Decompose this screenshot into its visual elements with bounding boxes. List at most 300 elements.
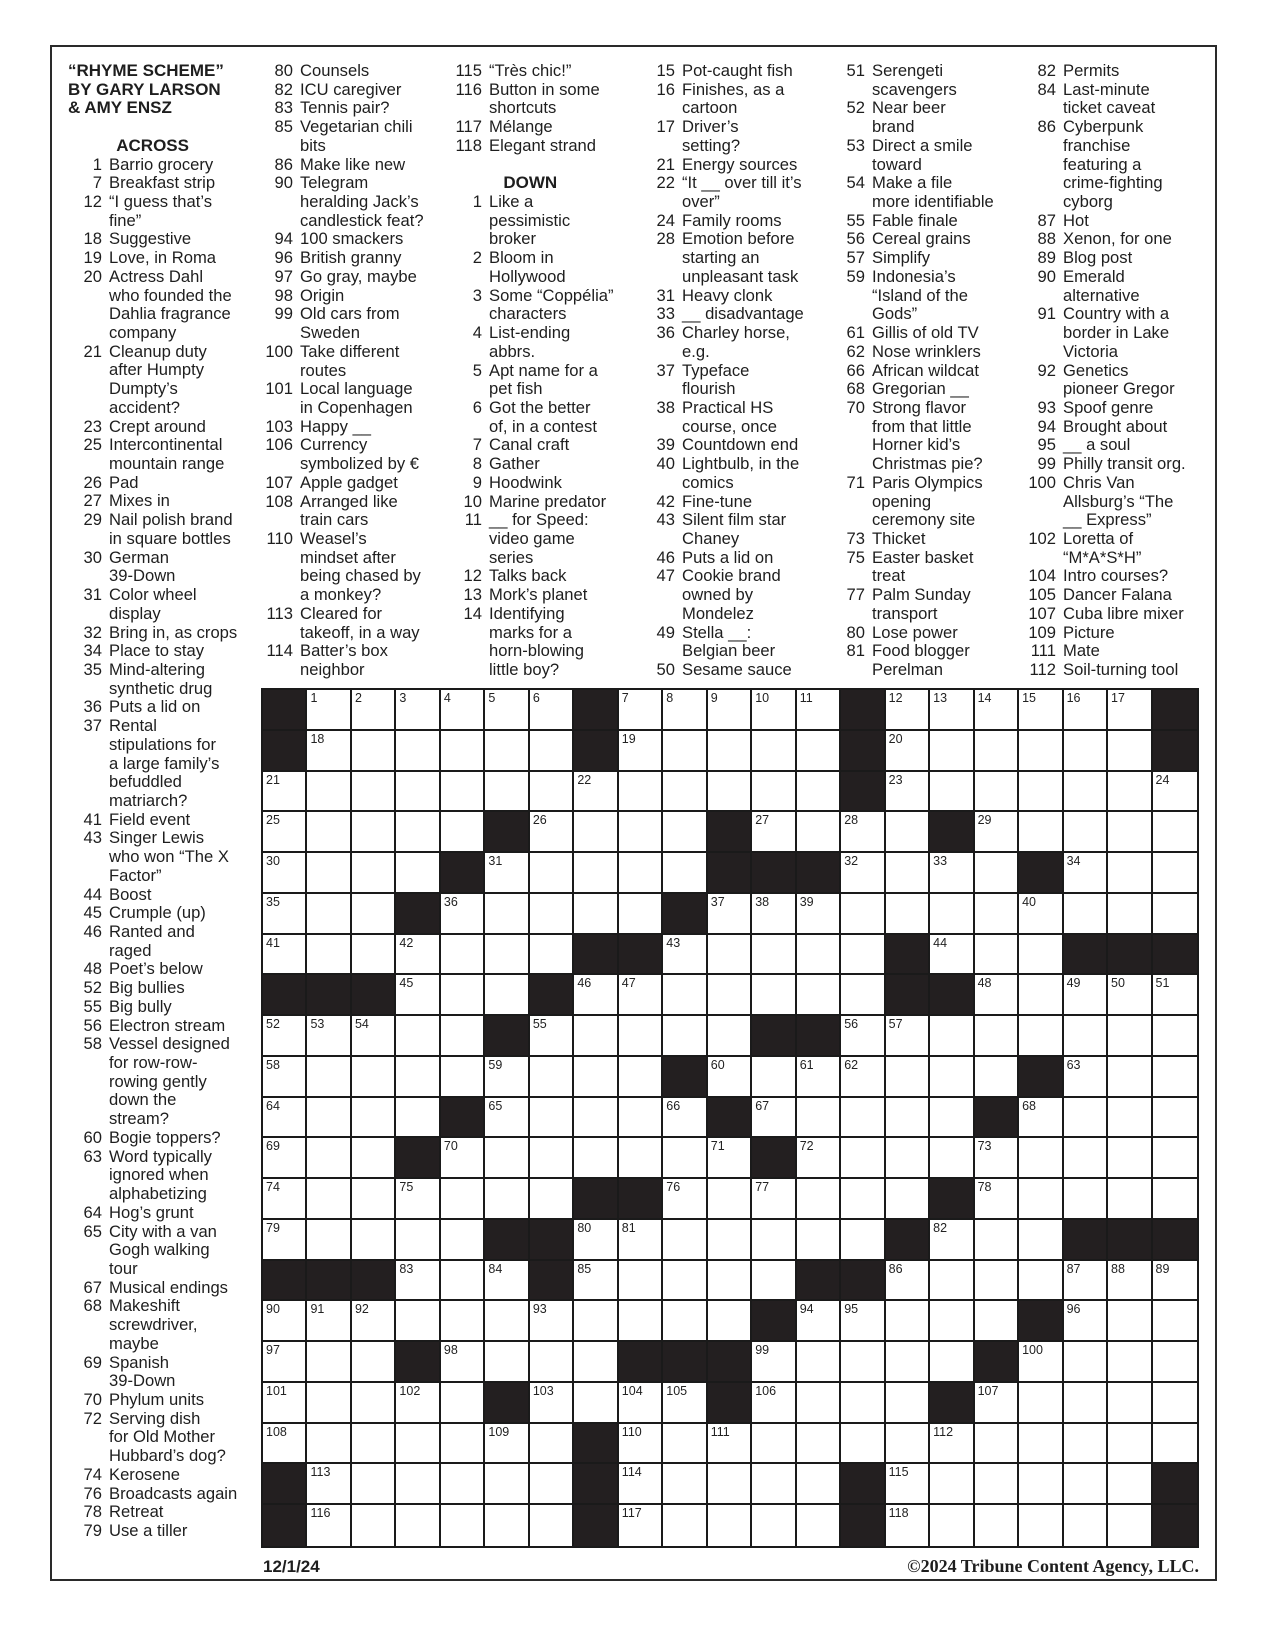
grid-cell[interactable] (841, 1383, 885, 1424)
grid-cell[interactable] (752, 1179, 796, 1220)
grid-cell[interactable] (352, 812, 396, 853)
grid-cell[interactable] (396, 731, 440, 772)
grid-cell[interactable] (797, 1383, 841, 1424)
grid-cell[interactable] (1064, 1098, 1108, 1139)
grid-cell[interactable] (441, 1342, 485, 1383)
grid-cell[interactable] (441, 1464, 485, 1505)
grid-cell[interactable] (530, 1301, 574, 1342)
grid-cell[interactable] (485, 690, 529, 731)
grid-cell[interactable] (797, 731, 841, 772)
grid-cell[interactable] (574, 1342, 618, 1383)
grid-cell[interactable] (930, 1220, 974, 1261)
grid-cell[interactable] (619, 1220, 663, 1261)
grid-cell[interactable] (485, 1057, 529, 1098)
grid-cell[interactable] (975, 1424, 1019, 1465)
grid-cell[interactable] (263, 1057, 307, 1098)
grid-cell[interactable] (1153, 1424, 1197, 1465)
grid-cell[interactable] (797, 1505, 841, 1546)
grid-cell[interactable] (530, 1179, 574, 1220)
grid-cell[interactable] (263, 1424, 307, 1465)
grid-cell[interactable] (619, 690, 663, 731)
grid-cell[interactable] (485, 1098, 529, 1139)
grid-cell[interactable] (1108, 1464, 1152, 1505)
grid-cell[interactable] (396, 772, 440, 813)
grid-cell[interactable] (396, 935, 440, 976)
grid-cell[interactable] (752, 731, 796, 772)
grid-cell[interactable] (441, 1505, 485, 1546)
grid-cell[interactable] (841, 1301, 885, 1342)
grid-cell[interactable] (1108, 1424, 1152, 1465)
grid-cell[interactable] (886, 1424, 930, 1465)
grid-cell[interactable] (441, 1016, 485, 1057)
grid-cell[interactable] (530, 772, 574, 813)
grid-cell[interactable] (930, 772, 974, 813)
grid-cell[interactable] (930, 690, 974, 731)
grid-cell[interactable] (1019, 772, 1063, 813)
grid-cell[interactable] (441, 1138, 485, 1179)
grid-cell[interactable] (886, 1505, 930, 1546)
grid-cell[interactable] (886, 1098, 930, 1139)
grid-cell[interactable] (797, 975, 841, 1016)
grid-cell[interactable] (396, 690, 440, 731)
grid-cell[interactable] (886, 731, 930, 772)
grid-cell[interactable] (797, 1057, 841, 1098)
grid-cell[interactable] (663, 731, 707, 772)
grid-cell[interactable] (307, 1057, 351, 1098)
grid-cell[interactable] (841, 894, 885, 935)
grid-cell[interactable] (1019, 1424, 1063, 1465)
grid-cell[interactable] (530, 1464, 574, 1505)
grid-cell[interactable] (1019, 1261, 1063, 1302)
grid-cell[interactable] (530, 812, 574, 853)
grid-cell[interactable] (975, 1220, 1019, 1261)
grid-cell[interactable] (396, 1383, 440, 1424)
grid-cell[interactable] (619, 1016, 663, 1057)
grid-cell[interactable] (396, 975, 440, 1016)
grid-cell[interactable] (1019, 894, 1063, 935)
grid-cell[interactable] (797, 690, 841, 731)
grid-cell[interactable] (752, 1505, 796, 1546)
grid-cell[interactable] (886, 1138, 930, 1179)
grid-cell[interactable] (708, 975, 752, 1016)
grid-cell[interactable] (352, 1220, 396, 1261)
grid-cell[interactable] (975, 1179, 1019, 1220)
grid-cell[interactable] (352, 1179, 396, 1220)
grid-cell[interactable] (930, 731, 974, 772)
grid-cell[interactable] (841, 812, 885, 853)
grid-cell[interactable] (1019, 1179, 1063, 1220)
grid-cell[interactable] (975, 772, 1019, 813)
grid-cell[interactable] (530, 894, 574, 935)
grid-cell[interactable] (574, 1301, 618, 1342)
grid-cell[interactable] (485, 853, 529, 894)
grid-cell[interactable] (441, 812, 485, 853)
grid-cell[interactable] (619, 772, 663, 813)
grid-cell[interactable] (975, 690, 1019, 731)
grid-cell[interactable] (352, 690, 396, 731)
grid-cell[interactable] (574, 853, 618, 894)
grid-cell[interactable] (307, 1016, 351, 1057)
grid-cell[interactable] (1019, 1220, 1063, 1261)
grid-cell[interactable] (663, 1220, 707, 1261)
grid-cell[interactable] (1108, 690, 1152, 731)
grid-cell[interactable] (574, 894, 618, 935)
grid-cell[interactable] (797, 1220, 841, 1261)
grid-cell[interactable] (307, 1301, 351, 1342)
grid-cell[interactable] (1108, 975, 1152, 1016)
grid-cell[interactable] (574, 975, 618, 1016)
grid-cell[interactable] (841, 935, 885, 976)
grid-cell[interactable] (619, 975, 663, 1016)
grid-cell[interactable] (1064, 1505, 1108, 1546)
grid-cell[interactable] (1019, 1383, 1063, 1424)
grid-cell[interactable] (619, 1057, 663, 1098)
grid-cell[interactable] (930, 1424, 974, 1465)
grid-cell[interactable] (574, 1220, 618, 1261)
grid-cell[interactable] (930, 894, 974, 935)
grid-cell[interactable] (708, 1220, 752, 1261)
grid-cell[interactable] (797, 812, 841, 853)
grid-cell[interactable] (530, 1016, 574, 1057)
grid-cell[interactable] (975, 812, 1019, 853)
grid-cell[interactable] (396, 1424, 440, 1465)
grid-cell[interactable] (663, 1424, 707, 1465)
grid-cell[interactable] (975, 853, 1019, 894)
grid-cell[interactable] (441, 1383, 485, 1424)
grid-cell[interactable] (752, 772, 796, 813)
grid-cell[interactable] (1019, 1016, 1063, 1057)
grid-cell[interactable] (307, 731, 351, 772)
grid-cell[interactable] (352, 1464, 396, 1505)
grid-cell[interactable] (663, 690, 707, 731)
grid-cell[interactable] (886, 1301, 930, 1342)
grid-cell[interactable] (886, 894, 930, 935)
grid-cell[interactable] (441, 1179, 485, 1220)
grid-cell[interactable] (1019, 1138, 1063, 1179)
grid-cell[interactable] (1153, 1138, 1197, 1179)
grid-cell[interactable] (1108, 1016, 1152, 1057)
grid-cell[interactable] (352, 894, 396, 935)
grid-cell[interactable] (886, 1016, 930, 1057)
grid-cell[interactable] (530, 1383, 574, 1424)
grid-cell[interactable] (975, 1261, 1019, 1302)
grid-cell[interactable] (263, 1301, 307, 1342)
grid-cell[interactable] (1153, 1383, 1197, 1424)
grid-cell[interactable] (441, 731, 485, 772)
grid-cell[interactable] (1064, 1342, 1108, 1383)
grid-cell[interactable] (1064, 975, 1108, 1016)
grid-cell[interactable] (574, 1138, 618, 1179)
grid-cell[interactable] (975, 1301, 1019, 1342)
grid-cell[interactable] (1108, 1301, 1152, 1342)
grid-cell[interactable] (530, 1424, 574, 1465)
grid-cell[interactable] (663, 1261, 707, 1302)
grid-cell[interactable] (485, 1138, 529, 1179)
grid-cell[interactable] (797, 772, 841, 813)
grid-cell[interactable] (663, 772, 707, 813)
grid-cell[interactable] (530, 853, 574, 894)
grid-cell[interactable] (1108, 1179, 1152, 1220)
grid-cell[interactable] (708, 1261, 752, 1302)
grid-cell[interactable] (307, 1098, 351, 1139)
grid-cell[interactable] (352, 1301, 396, 1342)
grid-cell[interactable] (307, 1138, 351, 1179)
grid-cell[interactable] (797, 1342, 841, 1383)
grid-cell[interactable] (1019, 690, 1063, 731)
grid-cell[interactable] (307, 935, 351, 976)
grid-cell[interactable] (663, 1505, 707, 1546)
grid-cell[interactable] (619, 1383, 663, 1424)
grid-cell[interactable] (663, 1383, 707, 1424)
grid-cell[interactable] (263, 1342, 307, 1383)
grid-cell[interactable] (752, 1424, 796, 1465)
grid-cell[interactable] (574, 1261, 618, 1302)
grid-cell[interactable] (1153, 975, 1197, 1016)
grid-cell[interactable] (396, 1057, 440, 1098)
grid-cell[interactable] (1019, 1098, 1063, 1139)
grid-cell[interactable] (1064, 812, 1108, 853)
grid-cell[interactable] (441, 1261, 485, 1302)
grid-cell[interactable] (1108, 1383, 1152, 1424)
grid-cell[interactable] (1064, 1383, 1108, 1424)
grid-cell[interactable] (663, 1098, 707, 1139)
grid-cell[interactable] (797, 894, 841, 935)
grid-cell[interactable] (886, 1464, 930, 1505)
grid-cell[interactable] (1108, 772, 1152, 813)
grid-cell[interactable] (619, 1464, 663, 1505)
grid-cell[interactable] (663, 1179, 707, 1220)
grid-cell[interactable] (1019, 1505, 1063, 1546)
grid-cell[interactable] (1108, 812, 1152, 853)
grid-cell[interactable] (752, 1342, 796, 1383)
grid-cell[interactable] (352, 1342, 396, 1383)
grid-cell[interactable] (797, 1464, 841, 1505)
grid-cell[interactable] (841, 1179, 885, 1220)
grid-cell[interactable] (930, 1138, 974, 1179)
grid-cell[interactable] (752, 812, 796, 853)
grid-cell[interactable] (708, 1179, 752, 1220)
grid-cell[interactable] (708, 731, 752, 772)
grid-cell[interactable] (530, 935, 574, 976)
grid-cell[interactable] (708, 1138, 752, 1179)
grid-cell[interactable] (1064, 1138, 1108, 1179)
grid-cell[interactable] (1064, 1464, 1108, 1505)
grid-cell[interactable] (352, 1138, 396, 1179)
grid-cell[interactable] (396, 812, 440, 853)
grid-cell[interactable] (1064, 1424, 1108, 1465)
grid-cell[interactable] (708, 935, 752, 976)
grid-cell[interactable] (619, 894, 663, 935)
grid-cell[interactable] (263, 894, 307, 935)
grid-cell[interactable] (975, 975, 1019, 1016)
grid-cell[interactable] (263, 1138, 307, 1179)
grid-cell[interactable] (1064, 1057, 1108, 1098)
grid-cell[interactable] (307, 853, 351, 894)
grid-cell[interactable] (975, 894, 1019, 935)
grid-cell[interactable] (263, 812, 307, 853)
grid-cell[interactable] (708, 1505, 752, 1546)
grid-cell[interactable] (307, 1505, 351, 1546)
grid-cell[interactable] (886, 1057, 930, 1098)
grid-cell[interactable] (752, 1098, 796, 1139)
grid-cell[interactable] (1153, 853, 1197, 894)
grid-cell[interactable] (1019, 1464, 1063, 1505)
grid-cell[interactable] (708, 772, 752, 813)
grid-cell[interactable] (307, 772, 351, 813)
grid-cell[interactable] (352, 1383, 396, 1424)
grid-cell[interactable] (1064, 1179, 1108, 1220)
grid-cell[interactable] (708, 1464, 752, 1505)
grid-cell[interactable] (619, 1098, 663, 1139)
grid-cell[interactable] (1064, 1301, 1108, 1342)
grid-cell[interactable] (263, 1179, 307, 1220)
grid-cell[interactable] (619, 1505, 663, 1546)
grid-cell[interactable] (752, 935, 796, 976)
grid-cell[interactable] (396, 853, 440, 894)
grid-cell[interactable] (619, 1138, 663, 1179)
grid-cell[interactable] (1108, 894, 1152, 935)
grid-cell[interactable] (1064, 690, 1108, 731)
grid-cell[interactable] (708, 1057, 752, 1098)
grid-cell[interactable] (485, 935, 529, 976)
grid-cell[interactable] (752, 1220, 796, 1261)
grid-cell[interactable] (307, 1220, 351, 1261)
grid-cell[interactable] (886, 1261, 930, 1302)
grid-cell[interactable] (841, 1342, 885, 1383)
grid-cell[interactable] (1064, 1261, 1108, 1302)
grid-cell[interactable] (441, 975, 485, 1016)
grid-cell[interactable] (663, 1464, 707, 1505)
grid-cell[interactable] (752, 894, 796, 935)
grid-cell[interactable] (708, 690, 752, 731)
grid-cell[interactable] (841, 975, 885, 1016)
grid-cell[interactable] (841, 1220, 885, 1261)
grid-cell[interactable] (975, 1464, 1019, 1505)
grid-cell[interactable] (797, 1138, 841, 1179)
grid-cell[interactable] (307, 1424, 351, 1465)
grid-cell[interactable] (530, 1342, 574, 1383)
grid-cell[interactable] (574, 1057, 618, 1098)
grid-cell[interactable] (307, 1383, 351, 1424)
grid-cell[interactable] (1153, 1016, 1197, 1057)
grid-cell[interactable] (975, 731, 1019, 772)
grid-cell[interactable] (530, 1505, 574, 1546)
grid-cell[interactable] (352, 1424, 396, 1465)
grid-cell[interactable] (752, 1464, 796, 1505)
grid-cell[interactable] (975, 1505, 1019, 1546)
grid-cell[interactable] (619, 731, 663, 772)
grid-cell[interactable] (1153, 1301, 1197, 1342)
grid-cell[interactable] (841, 1098, 885, 1139)
grid-cell[interactable] (975, 1057, 1019, 1098)
grid-cell[interactable] (1153, 1342, 1197, 1383)
grid-cell[interactable] (1064, 772, 1108, 813)
grid-cell[interactable] (352, 935, 396, 976)
grid-cell[interactable] (530, 690, 574, 731)
grid-cell[interactable] (1153, 1261, 1197, 1302)
grid-cell[interactable] (752, 690, 796, 731)
grid-cell[interactable] (485, 894, 529, 935)
grid-cell[interactable] (574, 1383, 618, 1424)
grid-cell[interactable] (352, 1098, 396, 1139)
grid-cell[interactable] (663, 1301, 707, 1342)
grid-cell[interactable] (263, 853, 307, 894)
grid-cell[interactable] (752, 975, 796, 1016)
grid-cell[interactable] (352, 731, 396, 772)
grid-cell[interactable] (574, 772, 618, 813)
grid-cell[interactable] (930, 1342, 974, 1383)
grid-cell[interactable] (797, 1301, 841, 1342)
grid-cell[interactable] (663, 812, 707, 853)
grid-cell[interactable] (1108, 1098, 1152, 1139)
grid-cell[interactable] (886, 690, 930, 731)
grid-cell[interactable] (307, 894, 351, 935)
grid-cell[interactable] (708, 1016, 752, 1057)
grid-cell[interactable] (1064, 731, 1108, 772)
grid-cell[interactable] (752, 1383, 796, 1424)
grid-cell[interactable] (930, 935, 974, 976)
grid-cell[interactable] (663, 935, 707, 976)
grid-cell[interactable] (841, 1016, 885, 1057)
grid-cell[interactable] (1108, 1057, 1152, 1098)
grid-cell[interactable] (708, 894, 752, 935)
grid-cell[interactable] (930, 1057, 974, 1098)
grid-cell[interactable] (708, 1424, 752, 1465)
grid-cell[interactable] (930, 853, 974, 894)
grid-cell[interactable] (1108, 1342, 1152, 1383)
grid-cell[interactable] (1108, 853, 1152, 894)
grid-cell[interactable] (441, 935, 485, 976)
grid-cell[interactable] (441, 1424, 485, 1465)
grid-cell[interactable] (841, 1424, 885, 1465)
grid-cell[interactable] (263, 935, 307, 976)
grid-cell[interactable] (263, 772, 307, 813)
grid-cell[interactable] (663, 975, 707, 1016)
grid-cell[interactable] (930, 1464, 974, 1505)
grid-cell[interactable] (1019, 975, 1063, 1016)
grid-cell[interactable] (307, 812, 351, 853)
grid-cell[interactable] (352, 1057, 396, 1098)
grid-cell[interactable] (441, 690, 485, 731)
grid-cell[interactable] (352, 772, 396, 813)
grid-cell[interactable] (352, 853, 396, 894)
grid-cell[interactable] (663, 1016, 707, 1057)
grid-cell[interactable] (663, 1138, 707, 1179)
grid-cell[interactable] (441, 772, 485, 813)
grid-cell[interactable] (307, 1464, 351, 1505)
grid-cell[interactable] (352, 1016, 396, 1057)
grid-cell[interactable] (396, 1464, 440, 1505)
grid-cell[interactable] (708, 1301, 752, 1342)
grid-cell[interactable] (441, 1220, 485, 1261)
grid-cell[interactable] (396, 1220, 440, 1261)
grid-cell[interactable] (797, 935, 841, 976)
grid-cell[interactable] (1153, 772, 1197, 813)
grid-cell[interactable] (930, 1505, 974, 1546)
grid-cell[interactable] (886, 772, 930, 813)
grid-cell[interactable] (841, 853, 885, 894)
grid-cell[interactable] (396, 1179, 440, 1220)
grid-cell[interactable] (886, 1342, 930, 1383)
grid-cell[interactable] (619, 812, 663, 853)
grid-cell[interactable] (619, 1301, 663, 1342)
grid-cell[interactable] (485, 1342, 529, 1383)
grid-cell[interactable] (263, 1016, 307, 1057)
grid-cell[interactable] (752, 1057, 796, 1098)
grid-cell[interactable] (1153, 1057, 1197, 1098)
grid-cell[interactable] (797, 1179, 841, 1220)
grid-cell[interactable] (1064, 1016, 1108, 1057)
